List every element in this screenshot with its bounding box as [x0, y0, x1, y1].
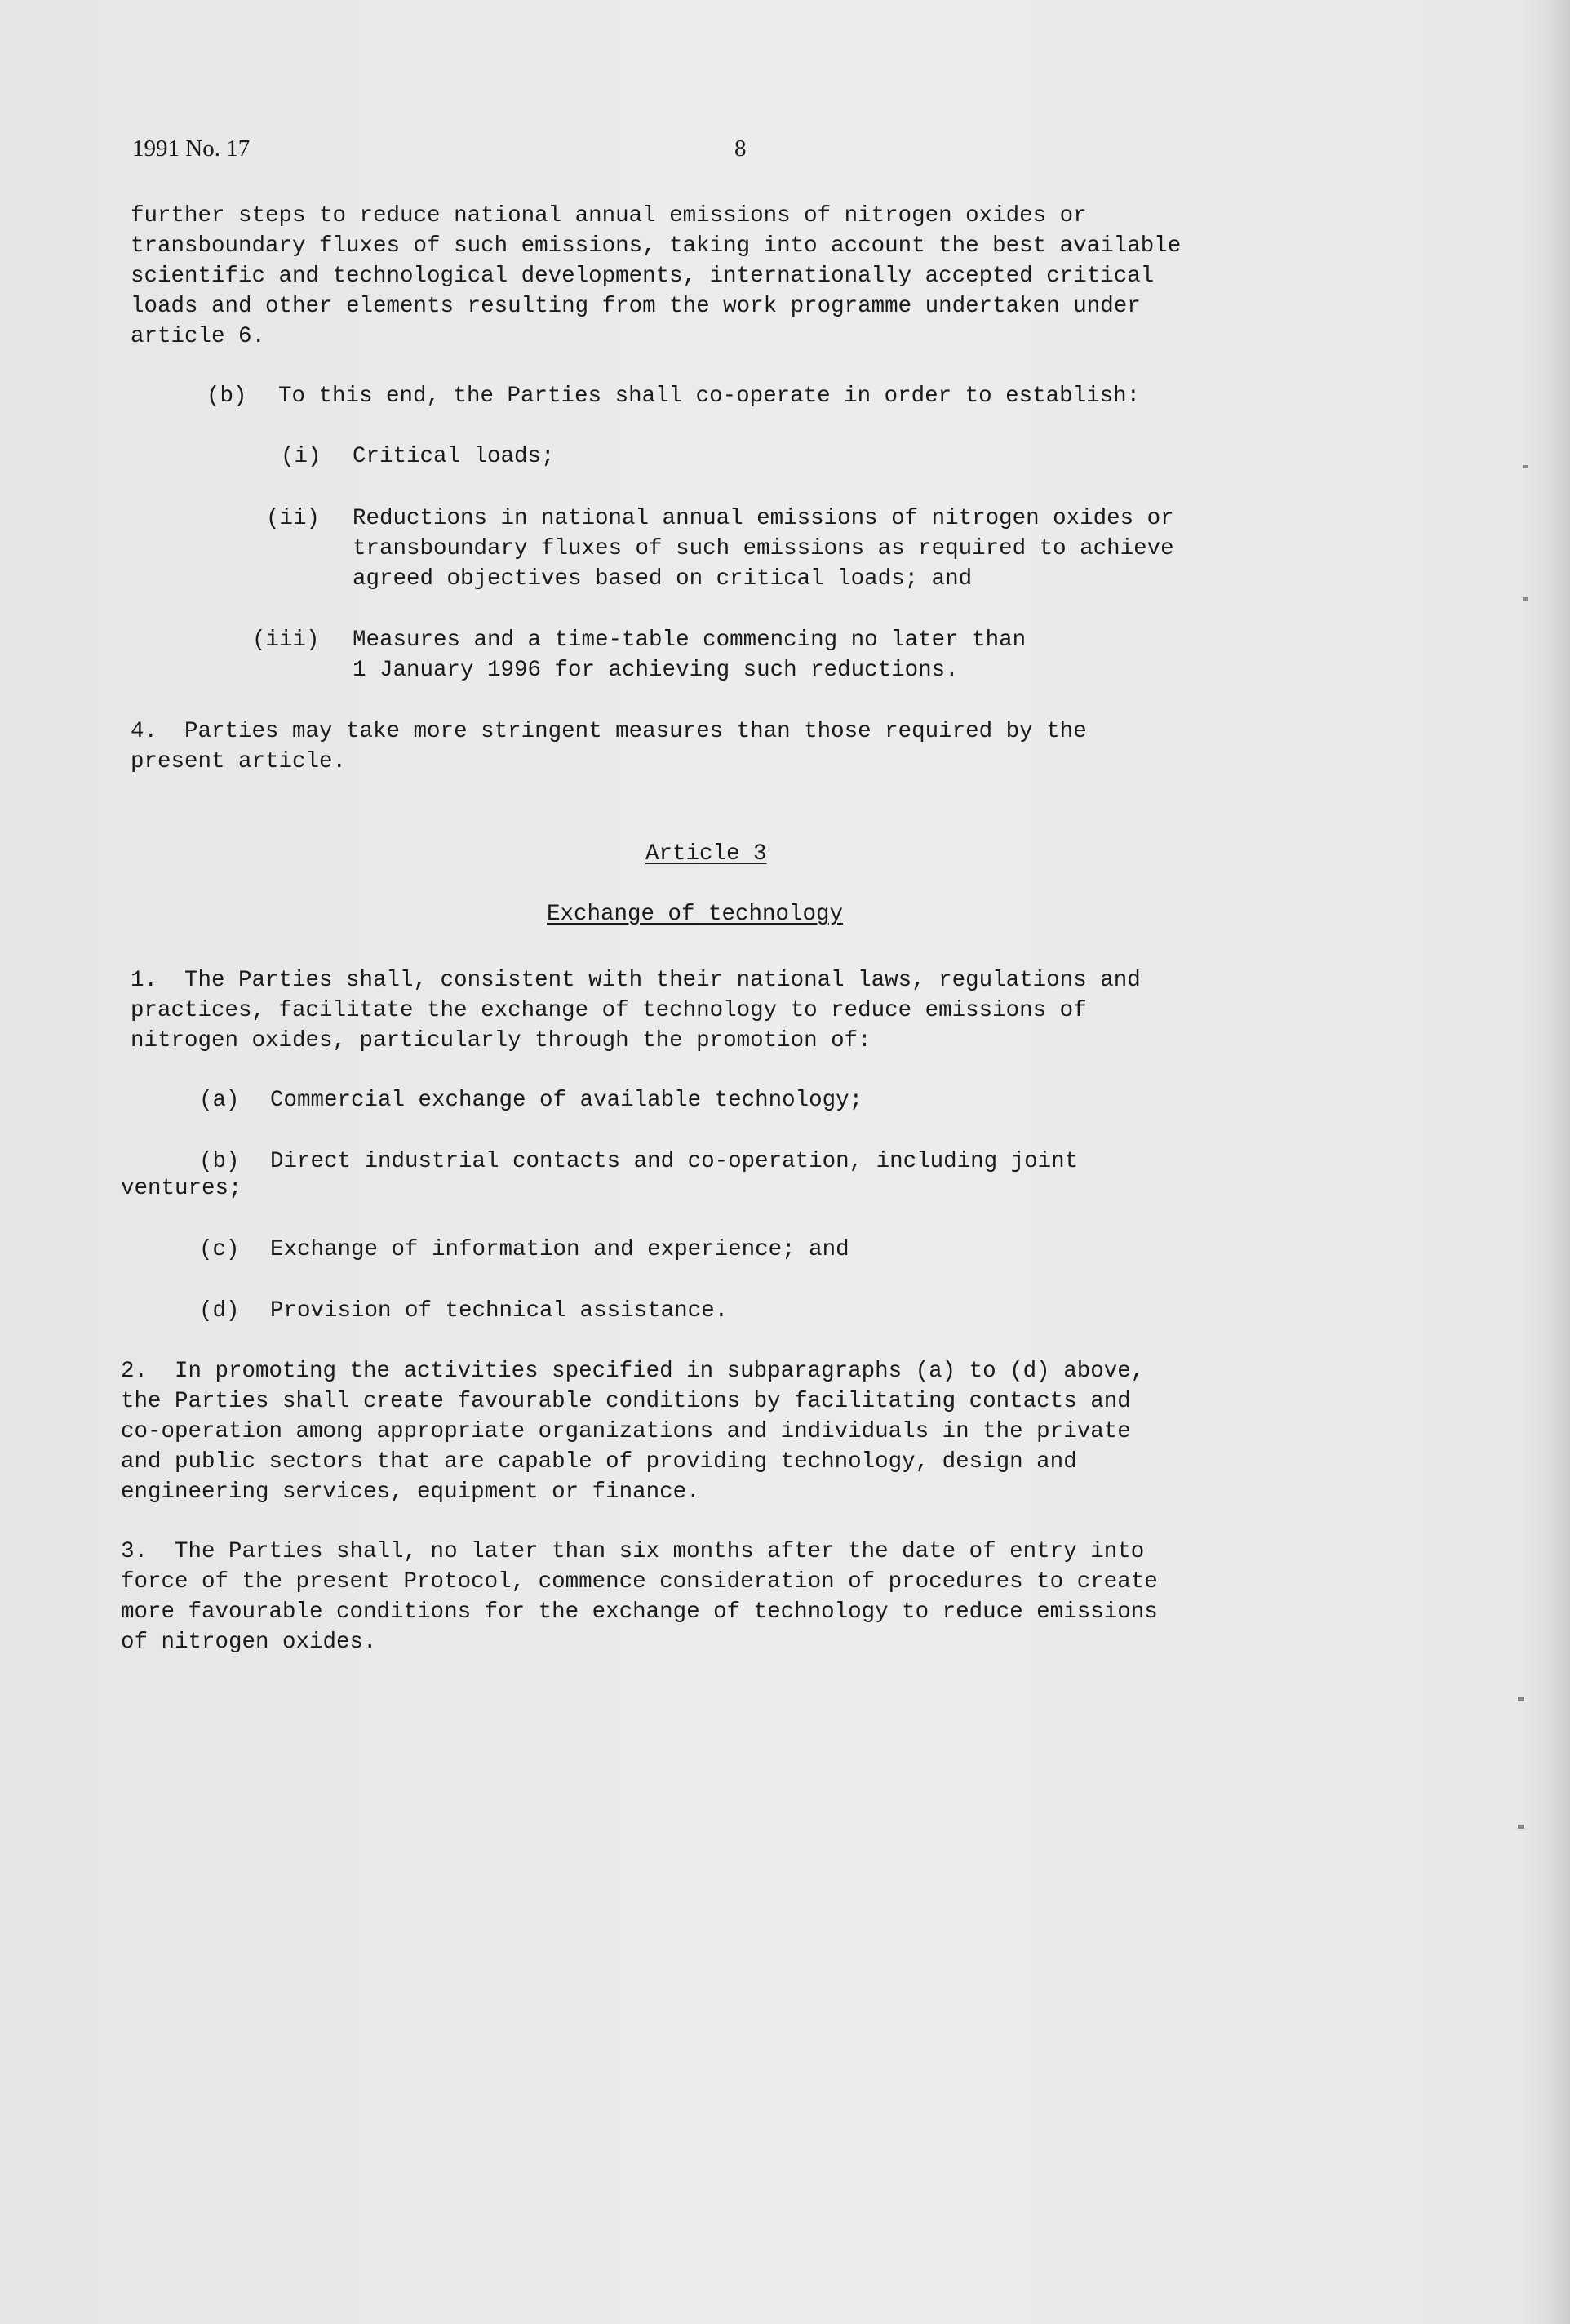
item-ii-line: Reductions in national annual emissions of nitrogen oxides or	[353, 506, 1174, 531]
text-line: article 6.	[131, 324, 266, 349]
item-iii-line: Measures and a time-table commencing no later than	[353, 628, 1027, 653]
text-line: and public sectors that are capable of providing technology, design and	[121, 1449, 1077, 1475]
art3-item-d-text: Provision of technical assistance.	[270, 1298, 729, 1324]
art3-item-c-text: Exchange of information and experience; and	[270, 1237, 849, 1262]
text-line: present article.	[131, 749, 347, 774]
item-ii-label: (ii)	[266, 506, 321, 531]
text-line: nitrogen oxides, particularly through the promotion of:	[131, 1028, 871, 1053]
item-ii-line: transboundary fluxes of such emissions as required to achieve	[353, 536, 1174, 561]
item-i-text: Critical loads;	[353, 444, 555, 469]
art3-item-c-label: (c)	[199, 1237, 240, 1262]
text-line: force of the present Protocol, commence consideration of procedures to create	[121, 1569, 1158, 1594]
page-number: 8	[734, 135, 747, 162]
document-reference: 1991 No. 17	[132, 135, 251, 162]
text-line: scientific and technological developments, internationally accepted critical	[131, 264, 1155, 289]
page-header	[132, 135, 1438, 168]
art3-item-a-label: (a)	[199, 1088, 240, 1113]
para-b-label: (b)	[206, 384, 247, 409]
article-title: Article 3	[645, 841, 767, 867]
text-line: the Parties shall create favourable conditions by facilitating contacts and	[121, 1389, 1131, 1414]
art3-item-a-text: Commercial exchange of available technology;	[270, 1088, 863, 1113]
art3-item-b-continuation: ventures;	[121, 1176, 242, 1201]
paragraph-4	[131, 716, 1322, 777]
intro-paragraph	[131, 201, 1322, 352]
edge-mark	[1518, 1697, 1524, 1701]
article3-paragraph-2	[121, 1356, 1312, 1507]
item-i-label: (i)	[281, 444, 322, 469]
text-line: engineering services, equipment or finance.	[121, 1479, 700, 1505]
edge-mark	[1518, 1825, 1524, 1829]
item-iii-line: 1 January 1996 for achieving such reductions.	[353, 658, 959, 683]
article3-paragraph-1	[131, 965, 1322, 1056]
edge-mark	[1523, 597, 1528, 601]
text-line: loads and other elements resulting from the work programme undertaken under	[131, 294, 1141, 319]
text-line: 3. The Parties shall, no later than six months after the date of entry into	[121, 1539, 1145, 1564]
edge-mark	[1523, 465, 1528, 468]
text-line: 2. In promoting the activities specified in subparagraphs (a) to (d) above,	[121, 1359, 1145, 1384]
text-line: practices, facilitate the exchange of technology to reduce emissions of	[131, 998, 1087, 1023]
para-b-text: To this end, the Parties shall co-operate in order to establish:	[278, 384, 1141, 409]
text-line: of nitrogen oxides.	[121, 1630, 377, 1655]
item-ii-line: agreed objectives based on critical loads; and	[353, 566, 973, 592]
art3-item-d-label: (d)	[199, 1298, 240, 1324]
text-line: 1. The Parties shall, consistent with their national laws, regulations and	[131, 968, 1141, 993]
art3-item-b-text: Direct industrial contacts and co-operation, including joint	[270, 1149, 1079, 1174]
text-line: further steps to reduce national annual emissions of nitrogen oxides or	[131, 203, 1087, 228]
text-line: 4. Parties may take more stringent measures than those required by the	[131, 719, 1087, 744]
article-subtitle: Exchange of technology	[547, 902, 844, 927]
text-line: more favourable conditions for the exchange of technology to reduce emissions	[121, 1599, 1158, 1625]
art3-item-b-label: (b)	[199, 1149, 240, 1174]
page-edge-shadow	[1521, 0, 1570, 2324]
text-line: co-operation among appropriate organizations and individuals in the private	[121, 1419, 1131, 1444]
text-line: transboundary fluxes of such emissions, taking into account the best available	[131, 233, 1182, 259]
article3-paragraph-3	[121, 1537, 1312, 1657]
item-iii-label: (iii)	[252, 628, 320, 653]
